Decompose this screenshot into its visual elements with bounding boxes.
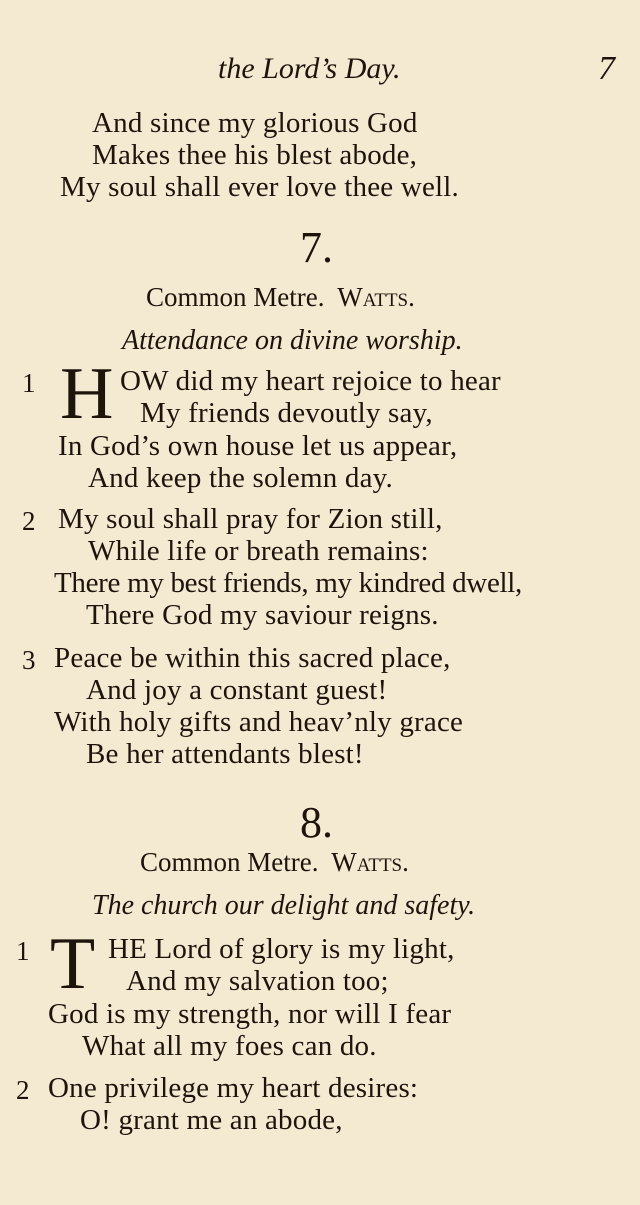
hymn-7-verse-1-number: 1 xyxy=(22,368,36,398)
hymn-8-verse-1-line-2: And my salvation too; xyxy=(126,965,389,997)
carry-over-line-2: Makes thee his blest abode, xyxy=(92,139,418,171)
carry-over-line-3: My soul shall ever love thee well. xyxy=(60,171,460,203)
page-number: 7 xyxy=(598,50,615,87)
hymn-7-verse-2-number: 2 xyxy=(22,506,36,536)
hymn-7-verse-2-line-4: There God my saviour reigns. xyxy=(86,599,439,631)
hymn-8-verse-1-line-3: God is my strength, nor will I fear xyxy=(48,998,452,1030)
hymn-8-verse-1-line-4: What all my foes can do. xyxy=(82,1030,377,1062)
hymn-8-metre: Common Metre. xyxy=(140,847,319,877)
hymn-7-verse-1-line-3: In God’s own house let us appear, xyxy=(58,430,458,462)
hymn-7-verse-3-number: 3 xyxy=(22,645,36,675)
hymn-8-verse-1-number: 1 xyxy=(16,936,30,966)
hymn-8-author: Watts. xyxy=(331,847,409,877)
hymn-7-metre-line xyxy=(146,282,415,313)
hymn-7-verse-1-line-2: My friends devoutly say, xyxy=(140,397,433,429)
hymn-7-verse-1-line-4: And keep the solemn day. xyxy=(88,462,393,494)
hymn-8-verse-2-line-2: O! grant me an abode, xyxy=(80,1104,343,1136)
hymn-7-verse-1-line-1: OW did my heart rejoice to hear xyxy=(120,365,501,397)
hymn-8-subject: The church our delight and safety. xyxy=(92,890,476,921)
hymn-7-verse-2-line-3: There my best friends, my kindred dwell, xyxy=(54,567,522,599)
carry-over-line-1: And since my glorious God xyxy=(92,107,418,139)
hymn-7-verse-3-line-2: And joy a constant guest! xyxy=(86,674,388,706)
hymn-7-verse-3-line-3: With holy gifts and heav’nly grace xyxy=(54,706,464,738)
running-head: the Lord’s Day. xyxy=(218,52,401,85)
hymn-7-author: Watts. xyxy=(337,282,415,312)
hymn-7-verse-2-line-1: My soul shall pray for Zion still, xyxy=(58,503,443,535)
hymn-8-verse-2-line-1: One privilege my heart desires: xyxy=(48,1072,419,1104)
hymn-7-subject: Attendance on divine worship. xyxy=(122,325,463,356)
hymn-8-drop-cap: T xyxy=(50,923,96,1005)
hymn-7-drop-cap: H xyxy=(60,353,114,435)
hymn-7-verse-3-line-4: Be her attendants blest! xyxy=(86,738,364,770)
hymn-7-verse-3-line-1: Peace be within this sacred place, xyxy=(54,642,451,674)
hymn-8-number: 8. xyxy=(300,798,333,847)
hymn-8-verse-2-number: 2 xyxy=(16,1075,30,1105)
hymn-8-verse-1-line-1: HE Lord of glory is my light, xyxy=(108,933,455,965)
hymn-7-verse-2-line-2: While life or breath remains: xyxy=(88,535,429,567)
hymn-8-metre-line xyxy=(140,847,409,878)
hymn-7-metre: Common Metre. xyxy=(146,282,325,312)
hymn-7-number: 7. xyxy=(300,223,333,272)
